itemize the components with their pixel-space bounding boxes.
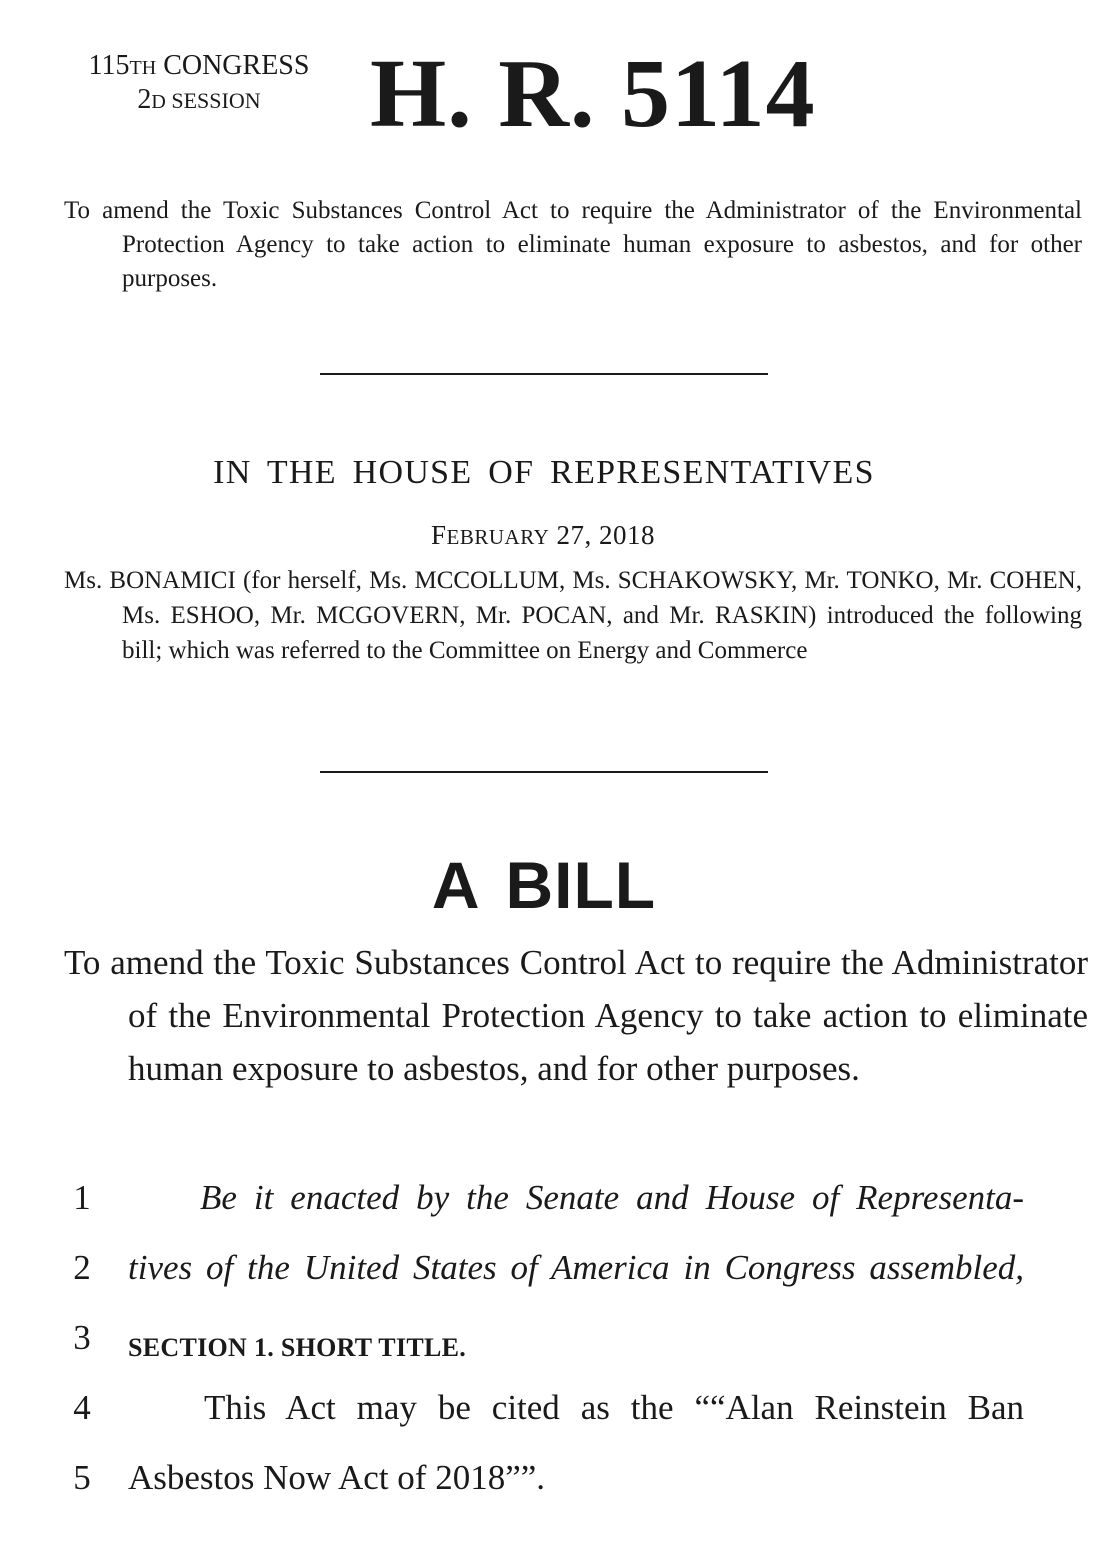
congress-session-block bbox=[64, 50, 334, 118]
short-title-text: This Act may be cited as the ““Alan Reinstein Ban bbox=[204, 1388, 1024, 1427]
line-number: 2 bbox=[73, 1248, 91, 1287]
session-line bbox=[64, 84, 334, 118]
bill-number: H. R. 5114 bbox=[370, 40, 816, 148]
sponsors-statement: Ms. BONAMICI (for herself, Ms. MCCOLLUM, Ms. SCHAKOWSKY, Mr. TONKO, Mr. COHEN, Ms. ESHOO, Mr. MCGOVERN, Mr. POCAN, and Mr. RASKIN) introduced the following bill; which was referred to the Committee on Energy and Commerce bbox=[64, 567, 1082, 664]
bill-purpose: To amend the Toxic Substances Control Act to require the Administrator of the Environmental Protection Agency to take action to eliminate human exposure to asbestos, and for other purposes. bbox=[64, 943, 1088, 1088]
section-heading-text: SECTION 1. SHORT TITLE. bbox=[128, 1333, 467, 1362]
enacting-clause-text: tives of the United States of America in Congress assembled, bbox=[128, 1248, 1024, 1287]
line-number: 3 bbox=[73, 1318, 91, 1357]
introduction-date: FEBRUARY 27, 2018 bbox=[431, 520, 655, 550]
short-title-text: Asbestos Now Act of 2018””. bbox=[128, 1458, 546, 1497]
enacting-clause-text: Be it enacted by the Senate and House of Representa- bbox=[200, 1178, 1024, 1217]
enacting-clause-line-2 bbox=[128, 1248, 1024, 1288]
line-number: 5 bbox=[73, 1458, 91, 1497]
divider-top bbox=[320, 373, 768, 375]
line-number: 1 bbox=[73, 1178, 91, 1217]
short-title-line-2 bbox=[128, 1458, 1024, 1498]
bill-heading: A BILL bbox=[431, 848, 657, 922]
chamber-heading: IN THE HOUSE OF REPRESENTATIVES bbox=[213, 454, 875, 491]
section-heading bbox=[128, 1325, 1024, 1365]
purpose-summary: To amend the Toxic Substances Control Act to require the Administrator of the Environmental Protection Agency to take action to eliminate human exposure to asbestos, and for other purposes. bbox=[64, 197, 1082, 292]
short-title-line-1 bbox=[128, 1388, 1024, 1428]
line-number: 4 bbox=[73, 1388, 91, 1427]
congress-line bbox=[64, 50, 334, 84]
enacting-clause-line-1 bbox=[128, 1178, 1024, 1218]
session-number: 2 bbox=[137, 84, 152, 115]
session-suffix: D bbox=[151, 91, 166, 113]
session-word: SESSION bbox=[165, 88, 261, 113]
congress-number: 115 bbox=[88, 50, 130, 81]
congress-word: CONGRESS bbox=[156, 50, 310, 81]
divider-bottom bbox=[320, 771, 768, 773]
congress-suffix: TH bbox=[129, 57, 157, 79]
